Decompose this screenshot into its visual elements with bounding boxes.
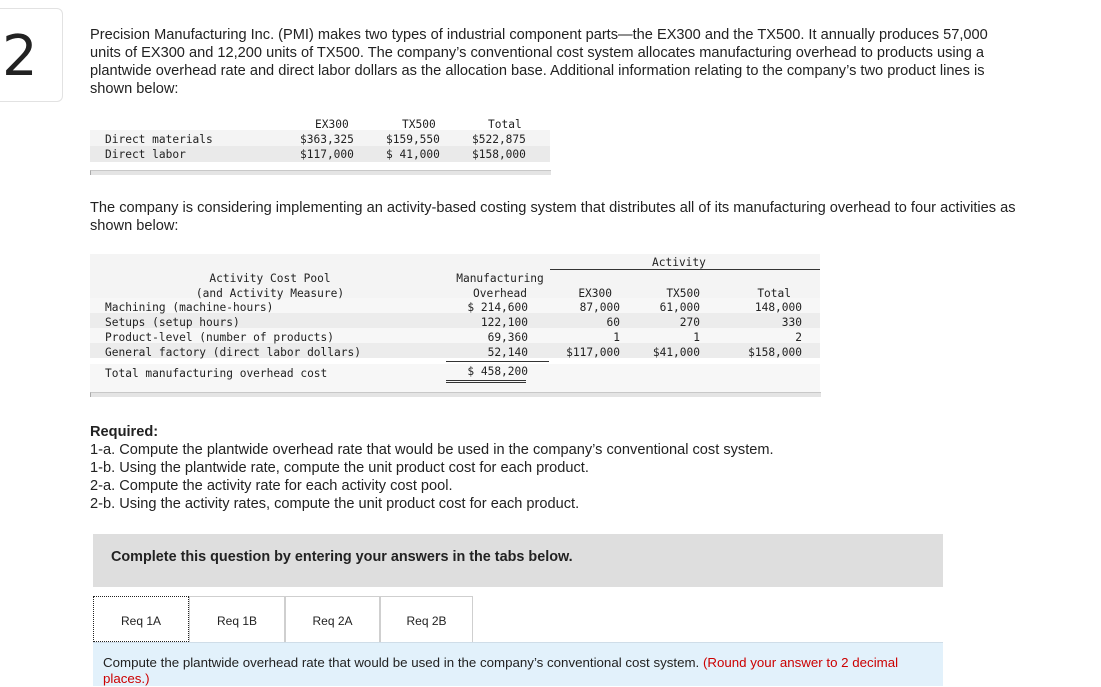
- t1-cell: $ 41,000: [386, 148, 440, 161]
- required-section: [90, 423, 990, 513]
- pool-overhead: 52,140: [487, 346, 528, 359]
- total-overhead-value: $ 458,200: [467, 365, 528, 378]
- tab-req-1b[interactable]: [189, 596, 285, 642]
- t1-cell: $158,000: [472, 148, 526, 161]
- t1-cell: $117,000: [300, 148, 354, 161]
- pool-tx500: 1: [693, 331, 700, 344]
- t1-header-total: Total: [488, 118, 522, 131]
- pool-header: Activity Cost Pool: [209, 272, 331, 285]
- pool-row-label: Machining (machine-hours): [105, 301, 274, 314]
- required-item: 2-a. Compute the activity rate for each activity cost pool.: [90, 478, 453, 494]
- activity-table: [90, 254, 820, 400]
- pool-tx500: 270: [679, 316, 700, 329]
- overhead-header: Manufacturing: [456, 272, 544, 285]
- t1-cell: $522,875: [472, 133, 526, 146]
- overhead-header-sub: Overhead: [473, 287, 527, 300]
- pool-tx500: 61,000: [659, 301, 700, 314]
- col-tx500: TX500: [666, 287, 700, 300]
- instruction-panel: [93, 642, 943, 686]
- instruction-text: Compute the plantwide overhead rate that would be used in the company’s conventional cost system.: [103, 655, 700, 670]
- required-title: Required:: [90, 424, 159, 440]
- required-item: 2-b. Using the activity rates, compute the unit product cost for each product.: [90, 496, 580, 512]
- total-overhead-label: Total manufacturing overhead cost: [105, 367, 328, 380]
- pool-overhead: $ 214,600: [467, 301, 528, 314]
- abc-paragraph: The company is considering implementing an activity-based costing system that distributes all of its manufacturing overhead to four activities as shown below:: [90, 200, 1016, 234]
- pool-overhead: 69,360: [487, 331, 528, 344]
- pool-total: 2: [795, 331, 802, 344]
- tab-label: Req 1B: [216, 614, 258, 628]
- cost-table: [90, 116, 550, 176]
- instruction-hint: (Round your answer to 2 decimal places.): [103, 655, 899, 686]
- tab-req-2a[interactable]: [285, 596, 380, 642]
- pool-header-sub: (and Activity Measure): [195, 287, 345, 300]
- tab-req-1a[interactable]: [93, 596, 189, 642]
- tab-label: Req 1A: [120, 614, 162, 628]
- pool-total: $158,000: [748, 346, 802, 359]
- pool-tx500: $41,000: [652, 346, 700, 359]
- col-ex300: EX300: [578, 287, 612, 300]
- tab-req-2b[interactable]: [380, 596, 473, 642]
- question-number-box: [0, 8, 63, 102]
- required-item: 1-b. Using the plantwide rate, compute the unit product cost for each product.: [90, 460, 589, 476]
- t1-cell: $159,550: [386, 133, 440, 146]
- pool-row-label: Product-level (number of products): [105, 331, 335, 344]
- t1-row-label: Direct labor: [105, 148, 186, 161]
- pool-row-label: Setups (setup hours): [105, 316, 240, 329]
- col-total: Total: [757, 287, 791, 300]
- t1-row-label: Direct materials: [105, 133, 213, 146]
- question-number: 2: [2, 24, 38, 89]
- pool-ex300: 60: [606, 316, 620, 329]
- tab-label: Req 2B: [406, 614, 447, 628]
- pool-ex300: 87,000: [579, 301, 620, 314]
- pool-total: 330: [781, 316, 802, 329]
- t1-cell: $363,325: [300, 133, 354, 146]
- pool-total: 148,000: [754, 301, 802, 314]
- pool-ex300: 1: [613, 331, 620, 344]
- tab-label: Req 2A: [312, 614, 353, 628]
- pool-overhead: 122,100: [480, 316, 528, 329]
- complete-banner: [93, 534, 943, 587]
- t1-header-ex300: EX300: [315, 118, 349, 131]
- complete-banner-text: Complete this question by entering your answers in the tabs below.: [111, 549, 573, 565]
- t1-header-tx500: TX500: [402, 118, 436, 131]
- activity-header: Activity: [652, 256, 706, 269]
- required-item: 1-a. Compute the plantwide overhead rate that would be used in the company’s conventional cost system.: [90, 442, 774, 458]
- intro-paragraph: Precision Manufacturing Inc. (PMI) makes two types of industrial component parts—the EX300 and the TX500. It annually produces 57,000 units of EX300 and 12,200 units of TX500. The company’s conventional cost system allocates manufacturing overhead to products using a plantwide overhead rate and direct labor dollars as the allocation base. Additional information relating to the company’s two product lines is shown below:: [90, 27, 988, 97]
- pool-ex300: $117,000: [566, 346, 620, 359]
- pool-row-label: General factory (direct labor dollars): [105, 346, 361, 359]
